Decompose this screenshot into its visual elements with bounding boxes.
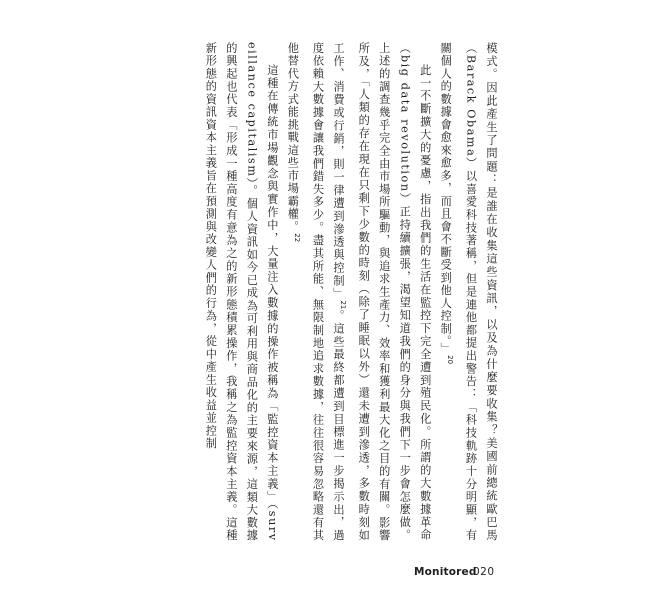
footnote-marker-21: 21 (338, 300, 347, 310)
footnote-marker-20: 20 (446, 355, 454, 365)
paragraph-3-text: 這種在傳統市場觀念與實作中，大量注入數據的操作被稱為「監控資本主義」（surveillance capitalism）。個人資訊如今已成為可利用與商品化的主要來源，這類大數據的興起也代表「形成一種高度有意為之的新形態積累操作，我稱之為監控資本主義。這種新形態的資訊資本主義旨在預測與改變人們的行為，從中產生收益並控制 (204, 42, 279, 542)
paragraph-3 (200, 42, 282, 542)
page-footer (0, 566, 655, 586)
paragraph-2 (282, 42, 435, 542)
paragraph-2-text: 此一不斷擴大的憂慮，指出我們的生活在監控下完全遭到殖民化。所謂的大數據革命（big data revolution）正持續擴張，渴望知道我們的身分與我們下一步會怎麼做。上述的調查幾乎完全由市場所驅動，與追求生產力、效率和獲利最大化之目的有關。影響所及，「人類的存在現在只剩下少數的時刻（除了睡眠以外）還未遭到滲透，多數時刻如工作、消費或行銷，則一律遭到滲透與控制」 (332, 42, 432, 542)
paragraph-2-text-continued: 。這些最終都遭到目標進一步揭示出，過度依賴大數據會讓我們錯失多少。盡其所能、無限制地追求數據，往往很容易忽略還有其他替代方式能挑戰這些市場霸權。 (286, 42, 346, 542)
paragraph-1 (435, 42, 501, 542)
vertical-text-block (196, 42, 501, 542)
running-head: Monitored (414, 566, 477, 578)
footnote-marker-22: 22 (293, 233, 302, 243)
page-number: 020 (473, 566, 495, 578)
paragraph-1-text: 模式。因此產生了問題：是誰在收集這些資訊，以及為什麼要收集？美國前總統歐巴馬（Barack Obama）以喜愛科技著稱，但是連他都提出警告：「科技軌跡十分明顯，有關個人的數據會愈來愈多，而且會不斷受到他人控制。」 (439, 42, 498, 542)
